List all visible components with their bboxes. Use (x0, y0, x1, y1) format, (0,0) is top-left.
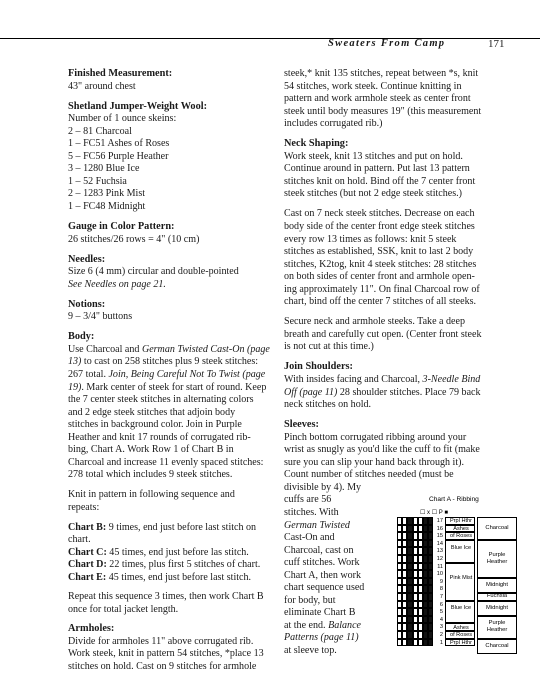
text-line: 26 stitches/26 rows = 4" (10 cm) (68, 233, 200, 245)
section-heading-neck: Neck Shaping: (284, 138, 349, 150)
chart-name: Chart B: (68, 521, 107, 533)
text-line: every row 13 times as follows: knit 5 steek (284, 233, 457, 245)
text-line: 54 stitches, work steek. Continue knitting in (284, 80, 462, 92)
chart-cell (428, 525, 433, 533)
text-line: 3 – 1280 Blue Ice (68, 163, 140, 175)
chart-legend: ☐ x ☐ P ■ (420, 510, 448, 516)
chart-section-label: Purple Heather (477, 540, 517, 578)
text-line: cuff stitches. Work (284, 557, 360, 569)
text-line: 1 – FC51 Ashes of Roses (68, 138, 170, 150)
text-line: stitches, K2tog, knit 4 steek stitches: 28 stitches (284, 258, 477, 270)
text-line: stitches as established, SSK, knit to last 2 body (284, 246, 474, 258)
chart-section-label: Midnight (477, 578, 517, 593)
text-line: Cast-On and (284, 532, 335, 544)
text-line: bing, Chart A. Work Row 1 of Chart B in (68, 444, 234, 456)
chart-color-name: of Roses (449, 533, 473, 540)
text-line: neck stitches on hold. (284, 399, 372, 411)
chart-color-block (445, 563, 475, 601)
chart-color-block (445, 540, 475, 563)
text-line: Number of 1 ounce skeins: (68, 113, 177, 125)
chart-name: Chart D: (68, 559, 107, 571)
chart-color-block (445, 525, 475, 533)
chart-color-block (445, 631, 475, 639)
text-line: stitches on hold. Cast on 9 stitches for armhole (68, 660, 257, 672)
running-head: Sweaters From Camp (328, 38, 446, 49)
chart-cell (428, 547, 433, 555)
chart-row-number: 4 (439, 616, 443, 623)
section-gauge (68, 221, 276, 246)
section-knit_seq (68, 489, 276, 514)
text-line (68, 559, 276, 572)
section-finished (68, 68, 276, 93)
text-line: 13) to cast on 258 stitches plus 9 steek stitches: (68, 356, 259, 368)
section-armholes (68, 623, 276, 673)
section-cont (284, 68, 480, 131)
chart-a-ribbing (397, 496, 519, 673)
chart-name: Chart E: (68, 571, 107, 583)
text-line: Charcoal and increase 11 evenly spaced stitches: (68, 456, 264, 468)
chart-color-name: of Roses (449, 632, 473, 639)
text-line: eliminate Chart B (284, 607, 356, 619)
text-line: for body, but (284, 594, 336, 606)
text-line: 9 – 3/4" buttons (68, 311, 133, 323)
left-column (68, 68, 276, 681)
chart-row-number: 16 (436, 525, 443, 532)
chart-repeat: 45 times, end just before last stitch. (106, 571, 252, 583)
text-line: Chart A, then work (284, 569, 362, 581)
chart-section-label: Charcoal (477, 517, 517, 540)
text-line: Patterns (page 11) (284, 632, 359, 644)
section-charts (68, 522, 276, 585)
chart-row-number: 8 (439, 586, 443, 593)
text-line: Work steek, knit in pattern 54 stitches, *place 13 (68, 648, 264, 660)
section-heading-finished: Finished Measurement: (68, 68, 173, 79)
text-line: the 7 center steek stitches in alternating colors (68, 394, 254, 406)
chart-color-name: Ashes (453, 525, 469, 532)
text-line: wrist as snugly as you'd like the cuff to fit (make (284, 444, 480, 456)
text-line: Count number of stitches needed (must be (284, 469, 454, 481)
chart-row-number: 6 (439, 601, 443, 608)
chart-cell (428, 578, 433, 586)
chart-row-number: 2 (439, 632, 443, 638)
section-heading-sleeves: Sleeves: (284, 419, 319, 431)
text-line: is not cut at this time.) (284, 341, 374, 353)
section-needles (68, 254, 276, 292)
text-line: 267 total. Join, Being Careful Not To Twist (page (68, 368, 266, 380)
text-line: With insides facing and Charcoal, 3-Needle Bind (284, 374, 481, 386)
text-line: Heather and knit 17 rounds of corrugated rib- (68, 431, 251, 443)
chart-cell (428, 601, 433, 609)
section-heading-shoulders: Join Shoulders: (284, 361, 353, 373)
text-line: Use Charcoal and German Twisted Cast-On (page (68, 343, 270, 355)
chart-row-number: 9 (439, 578, 443, 585)
section-shoulders (284, 361, 480, 411)
section-heading-armholes: Armholes: (68, 623, 115, 635)
section-secure (284, 316, 480, 354)
text-line: once for total jacket length. (68, 603, 179, 615)
chart-row-number: 1 (439, 639, 443, 646)
chart-row-number: 7 (439, 594, 443, 600)
chart-color-block (445, 639, 475, 647)
text-line: 19). Mark center of steek for start of round. Keep (68, 381, 267, 393)
text-line: 5 – FC56 Purple Heather (68, 150, 169, 162)
chart-cell (428, 593, 433, 601)
section-heading-wool: Shetland Jumper-Weight Wool: (68, 100, 208, 112)
section-heading-notions: Notions: (68, 298, 106, 310)
chart-color-block (445, 517, 475, 525)
chart-cell (428, 585, 433, 593)
chart-section-label: Fuchsia (477, 593, 517, 601)
text-line: See Needles on page 21. (68, 278, 166, 290)
chart-title: Chart A - Ribbing (429, 496, 479, 503)
text-line: Pinch bottom corrugated ribbing around your (284, 431, 467, 443)
chart-color-name: Blue Ice (450, 544, 472, 551)
text-line: divisible by 4). My (284, 481, 362, 493)
text-line: 1 – 52 Fuchsia (68, 175, 127, 187)
chart-row-number: 3 (439, 624, 443, 631)
section-neck (284, 138, 480, 201)
chart-cell (428, 540, 433, 548)
text-line: ing approximately 11". On final Charcoal row of (284, 283, 480, 295)
text-line: and 2 edge steek stitches that adjoin body (68, 406, 236, 418)
section-repeat (68, 591, 276, 616)
text-line: chart, bind off the center 7 stitches of all steeks. (284, 296, 477, 308)
text-line: stitches. With (284, 507, 339, 518)
section-notions (68, 299, 276, 324)
chart-cell (428, 631, 433, 639)
chart-row-number: 12 (436, 556, 443, 562)
chart-section-label: Charcoal (477, 639, 517, 654)
text-line: at sleeve top. (284, 645, 337, 657)
text-line: steek,* knit 135 stitches, repeat between *s, knit (284, 68, 479, 79)
text-line (68, 522, 276, 535)
text-line: pattern and work armhole steek as center front (284, 93, 471, 105)
chart-row-number: 11 (437, 563, 443, 570)
text-line: cuffs are 56 (284, 494, 332, 506)
chart-cell (428, 517, 433, 525)
text-line: Repeat this sequence 3 times, then work Chart B (68, 591, 264, 603)
chart-color-name: Pink Mist (449, 575, 473, 582)
chart-section-label: Purple Heather (477, 616, 517, 639)
text-line (68, 572, 276, 585)
text-line: repeats: (68, 501, 100, 513)
chart-repeat: 45 times, end just before las stitch. (106, 546, 249, 558)
text-line: 1 – FC48 Midnight (68, 200, 146, 212)
text-line: 278 total which includes 9 steek stitches. (68, 469, 233, 481)
section-wool (68, 101, 276, 214)
text-line: 43" around chest (68, 80, 136, 92)
header-rule (0, 38, 540, 39)
text-line: Off (page 11) 28 shoulder stitches. Place 79 back (284, 386, 481, 398)
text-line: Size 6 (4 mm) circular and double-pointed (68, 266, 239, 278)
chart-repeat: chart. (68, 534, 91, 546)
chart-color-block (445, 623, 475, 631)
chart-row-number: 15 (436, 533, 443, 540)
text-line: steek stitches (but not 2 edge steek stitches.) (284, 188, 463, 200)
text-line (68, 547, 276, 560)
text-line (68, 534, 276, 547)
text-line: stitches knit on hold. Bind off the 7 center front (284, 175, 476, 187)
text-line: Knit in pattern in following sequence and (68, 489, 235, 501)
text-line: steek until body measures 19" (this measurement (284, 105, 482, 117)
chart-color-name: Ashes (453, 624, 469, 631)
chart-color-name: Prpl Hthr (449, 518, 473, 525)
text-line: Secure neck and armhole steeks. Take a deep (284, 316, 465, 328)
section-heading-body: Body: (68, 331, 95, 343)
text-line: includes corrugated rib.) (284, 118, 383, 130)
chart-cell (428, 639, 433, 647)
section-neck2 (284, 208, 480, 308)
text-line: body side of the center front edge steek stitches (284, 221, 475, 233)
chart-row-number: 14 (436, 540, 443, 547)
text-line: Cast on 7 neck steek stitches. Decrease on each (284, 208, 475, 220)
page-number: 171 (488, 38, 505, 50)
text-line: Work steek, knit 13 stitches and put on hold. (284, 150, 463, 162)
chart-cell (428, 532, 433, 540)
chart-cell (428, 608, 433, 616)
text-line: 2 – 1283 Pink Mist (68, 188, 146, 200)
chart-row-number: 10 (436, 571, 443, 578)
chart-color-block (445, 601, 475, 624)
chart-cell (428, 570, 433, 578)
text-line: breath and carefully cut open. (Center front steek (284, 328, 482, 340)
section-heading-gauge: Gauge in Color Pattern: (68, 221, 175, 233)
text-line: sure you can slip your hand back through it). (284, 456, 464, 468)
text-line: Divide for armholes 11" above corrugated rib. (68, 635, 254, 647)
text-line: Charcoal, cast on (284, 544, 354, 556)
chart-cell (428, 555, 433, 563)
chart-section-label: Midnight (477, 601, 517, 616)
text-line: 2 – 81 Charcoal (68, 125, 132, 137)
section-body (68, 331, 276, 482)
text-line: Continue around in pattern. Put last 13 pattern (284, 163, 470, 175)
chart-row-number: 13 (436, 548, 443, 555)
chart-row-number: 17 (436, 518, 443, 524)
text-line: chart sequence used (284, 582, 365, 594)
chart-repeat: 22 times, plus first 5 stitches of chart. (106, 559, 261, 571)
chart-color-name: Blue Ice (450, 605, 472, 612)
chart-repeat: 9 times, end just before last stitch on (106, 521, 257, 533)
chart-cell (428, 623, 433, 631)
chart-color-block (445, 532, 475, 540)
text-line: on both sides of center front and armhole open- (284, 271, 475, 283)
chart-row-number: 5 (439, 609, 443, 616)
chart-cell (428, 563, 433, 571)
text-line: stitches in background color. Join in Purple (68, 419, 242, 431)
chart-name: Chart C: (68, 546, 107, 558)
section-heading-needles: Needles: (68, 253, 106, 265)
text-line: German Twisted (284, 519, 350, 531)
chart-color-name: Prpl Hthr (449, 639, 473, 646)
chart-cell (428, 616, 433, 624)
text-line: at the end. Balance (284, 619, 361, 631)
